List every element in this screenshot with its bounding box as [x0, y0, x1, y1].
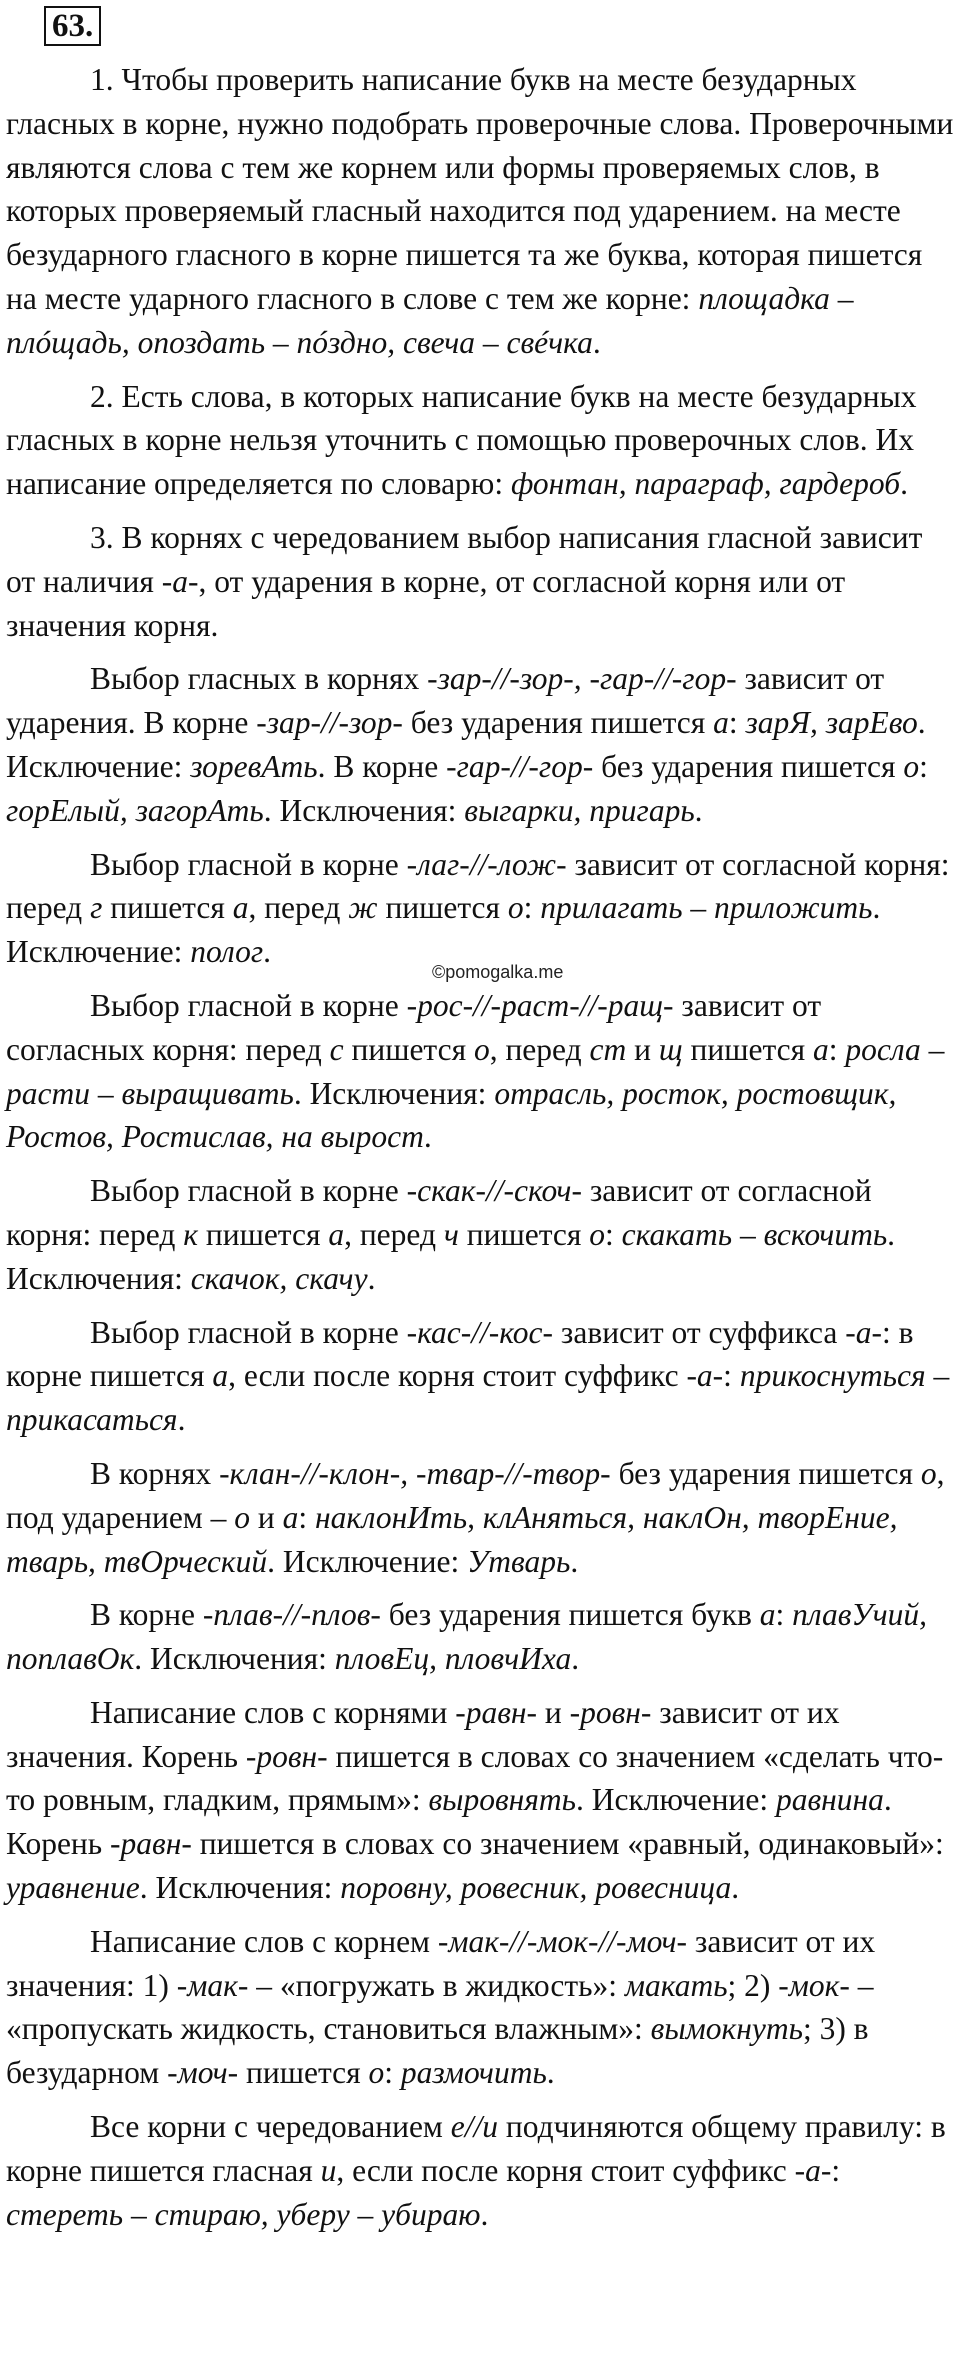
text-run: без ударения пишется: [402, 705, 714, 741]
example-words: а: [759, 1597, 776, 1633]
example-words: о: [368, 2055, 385, 2091]
text-run: :: [831, 2152, 841, 2188]
text-run: 1. Чтобы проверить написание букв на месте безударных гласных в корне, нужно подобрать проверочные слова. Проверочными являются слова с тем же корнем или формы проверяемых слов, в которых проверяемый гласный находится под ударением. на месте безударного гласного в корне пишется та же буква, которая пишется на месте ударного гласного в слове с тем же корне:: [6, 62, 954, 316]
text-run: зависит от их значения: 1): [6, 1923, 876, 2003]
example-words: -зар-//-зор-: [256, 705, 403, 741]
example-words: выгарки, пригарь: [464, 792, 695, 828]
paragraph: [6, 1169, 954, 1300]
text-run: без ударения пишется: [610, 1455, 921, 1491]
text-run: – «пропускать жидкость, становиться влажным»:: [6, 1967, 874, 2047]
example-words: -ровн-: [245, 1738, 328, 1774]
example-words: с: [329, 1031, 344, 1067]
text-run: .: [263, 934, 271, 970]
example-words: а: [282, 1499, 299, 1535]
example-words: -а-: [794, 2152, 832, 2188]
text-run: .: [423, 1119, 432, 1155]
example-words: -мак-: [176, 1967, 249, 2003]
text-run: Выбор гласных в корнях: [90, 661, 428, 697]
example-words: Утварь: [467, 1543, 571, 1579]
example-words: -гар-//-гор-: [446, 748, 594, 784]
text-run: В корнях: [90, 1455, 220, 1491]
explanation-text: [6, 58, 954, 2246]
text-run: пишется: [197, 1216, 329, 1252]
example-words: -а-: [845, 1314, 883, 1350]
text-run: без ударения пишется букв: [380, 1597, 760, 1633]
text-run: ; 3) в безударном: [6, 2011, 869, 2091]
example-words: о: [589, 1216, 605, 1252]
text-run: и: [250, 1499, 283, 1535]
text-run: .: [367, 1260, 376, 1296]
text-run: и: [537, 1694, 570, 1730]
example-words: о: [234, 1499, 250, 1535]
text-run: . Исключения:: [293, 1075, 495, 1111]
text-run: .: [731, 1870, 740, 1906]
paragraph: [6, 843, 954, 974]
text-run: : в корне пишется: [6, 1314, 914, 1394]
example-words: -кас-//-кос-: [406, 1314, 554, 1350]
text-run: , перед: [248, 890, 349, 926]
paragraph: [6, 1452, 954, 1583]
example-words: ст: [589, 1031, 627, 1067]
text-run: 2. Есть слова, в которых написание букв на месте безударных гласных в корне нельзя уточнить с помощью проверочных слов. Их написание определяется по словарю:: [6, 378, 917, 502]
example-words: равнина: [775, 1782, 884, 1818]
text-run: :: [828, 1031, 846, 1067]
text-run: Все корни с чередованием: [90, 2109, 451, 2145]
text-run: Выбор гласной в корне: [90, 1173, 407, 1209]
text-run: пишется в словах со значением «равный, одинаковый»:: [191, 1826, 944, 1862]
text-run: пишется: [102, 890, 233, 926]
example-words: -равн-: [455, 1694, 537, 1730]
example-words: зоревАть: [190, 748, 318, 784]
text-run: – «погружать в жидкость»:: [248, 1967, 625, 2003]
example-words: -равн-: [110, 1826, 192, 1862]
example-words: а: [713, 705, 729, 741]
example-words: -а-: [686, 1358, 724, 1394]
text-run: , перед: [344, 1216, 444, 1252]
example-words: о: [473, 1031, 490, 1067]
text-run: .: [900, 466, 908, 502]
example-words: о: [903, 748, 920, 784]
paragraph: [6, 375, 954, 506]
example-words: и: [320, 2152, 337, 2188]
text-run: . Исключение:: [267, 1543, 468, 1579]
text-run: , если после корня стоит суффикс: [228, 1358, 687, 1394]
example-words: к: [183, 1216, 198, 1252]
example-words: -клан-//-клон-, -твар-//-твор-: [219, 1455, 611, 1491]
task-number: 63.: [44, 6, 101, 46]
watermark: ©pomogalka.me: [432, 962, 564, 982]
example-words: -мок-: [778, 1967, 850, 2003]
text-run: зависит от суффикса: [553, 1314, 846, 1350]
text-run: :: [919, 748, 928, 784]
example-words: макать: [624, 1967, 728, 2003]
text-run: , от ударения в корне, от согласной корня или от значения корня.: [6, 563, 846, 643]
paragraph: [6, 516, 954, 647]
text-run: Выбор гласной в корне: [90, 987, 407, 1023]
example-words: отрасль, росток, ростовщик, Ростов, Ростислав, на вырост: [6, 1075, 897, 1155]
paragraph: [6, 1311, 954, 1442]
text-run: . Исключения:: [134, 1641, 335, 1677]
text-run: пишется: [377, 890, 508, 926]
text-run: . Корень: [6, 1782, 892, 1862]
paragraph: [6, 2105, 954, 2236]
example-words: уравнение: [6, 1870, 140, 1906]
example-words: зарЯ, зарЕво: [745, 705, 918, 741]
example-words: пловЕц, пловчИха: [334, 1641, 572, 1677]
paragraph: [6, 1920, 954, 2095]
example-words: ж: [348, 890, 378, 926]
example-words: стереть – стираю, уберу – убираю: [6, 2196, 481, 2232]
text-run: Написание слов с корнем: [90, 1923, 438, 1959]
text-run: :: [298, 1499, 315, 1535]
text-run: зависит от согласной корня: перед: [6, 846, 950, 926]
text-run: :: [523, 890, 541, 926]
paragraph: [6, 657, 954, 832]
example-words: вымокнуть: [650, 2011, 803, 2047]
example-words: -ровн-: [569, 1694, 652, 1730]
text-run: . В корне: [317, 748, 447, 784]
text-run: . Исключения:: [263, 792, 465, 828]
example-words: росла – расти – выращивать: [6, 1031, 945, 1111]
text-run: .: [571, 1641, 580, 1677]
text-run: . Исключения:: [139, 1870, 341, 1906]
text-run: .: [694, 792, 703, 828]
text-run: пишется: [343, 1031, 474, 1067]
example-words: а: [212, 1358, 229, 1394]
example-words: -плав-//-плов-: [202, 1597, 381, 1633]
text-run: ; 2): [727, 1967, 779, 2003]
text-run: :: [384, 2055, 401, 2091]
example-words: -скак-//-скоч-: [406, 1173, 582, 1209]
text-run: . Исключение:: [6, 705, 926, 784]
example-words: площадка – плóщадь, опоздать – пóздно, свеча – свéчка: [6, 280, 854, 360]
text-run: .: [546, 2055, 555, 2091]
example-words: наклонИть, клАняться, наклОн, творЕние, тварь, твОрческий: [6, 1499, 898, 1579]
example-words: поровну, ровесник, ровесница: [340, 1870, 732, 1906]
text-run: зависит от их значения. Корень: [6, 1694, 840, 1774]
text-run: без ударения пишется: [593, 748, 904, 784]
example-words: е//и: [450, 2109, 498, 2145]
text-run: В корне: [90, 1597, 203, 1633]
text-run: , под ударением –: [6, 1455, 945, 1535]
paragraph: [6, 1691, 954, 1910]
text-run: :: [604, 1216, 622, 1252]
text-run: зависит от согласных корня: перед: [6, 987, 822, 1067]
text-run: 3. В корнях с чередованием выбор написания гласной зависит от наличия: [6, 519, 923, 599]
example-words: скакать – вскочить: [621, 1216, 888, 1252]
text-run: пишется: [238, 2055, 369, 2091]
example-words: горЕлый, загорАть: [6, 792, 264, 828]
text-run: :: [723, 1358, 740, 1394]
example-words: а: [812, 1031, 829, 1067]
text-run: пишется: [458, 1216, 590, 1252]
text-run: :: [775, 1597, 793, 1633]
text-run: .: [177, 1402, 186, 1438]
text-run: зависит от согласной корня: перед: [6, 1173, 872, 1252]
text-run: , если после корня стоит суффикс: [336, 2152, 795, 2188]
example-words: скачок, скачу: [190, 1260, 368, 1296]
text-run: Выбор гласной в корне: [90, 1314, 407, 1350]
example-words: -лаг-//-лож-: [406, 846, 567, 882]
text-run: Выбор гласной в корне: [90, 846, 407, 882]
text-run: .: [480, 2196, 489, 2232]
text-run: , перед: [489, 1031, 590, 1067]
example-words: фонтан, параграф, гардероб: [510, 466, 901, 502]
example-words: о: [920, 1455, 937, 1491]
example-words: -рос-//-раст-//-ращ-: [406, 987, 674, 1023]
example-words: г: [90, 890, 103, 926]
text-run: и: [626, 1031, 659, 1067]
example-words: а: [328, 1216, 345, 1252]
example-words: полог: [190, 934, 264, 970]
text-run: подчиняются общему правилу: в корне пишется гласная: [6, 2109, 946, 2188]
paragraph: [6, 58, 954, 365]
example-words: а: [232, 890, 249, 926]
text-run: пишется в словах со значением «сделать что-то ровным, гладким, прямым»:: [6, 1738, 944, 1818]
example-words: о: [507, 890, 524, 926]
example-words: -зар-//-зор-, -гар-//-гор-: [427, 661, 737, 697]
paragraph: [6, 984, 954, 1159]
text-run: .: [570, 1543, 579, 1579]
text-run: . Исключение:: [576, 1782, 776, 1818]
text-run: :: [728, 705, 746, 741]
example-words: размочить: [400, 2055, 547, 2091]
text-run: .: [592, 324, 601, 360]
example-words: -а-: [161, 563, 199, 599]
text-run: . Исключение:: [6, 890, 881, 970]
example-words: прилагать – приложить: [540, 890, 873, 926]
example-words: ч: [443, 1216, 459, 1252]
text-run: зависит от ударения. В корне: [6, 661, 885, 741]
example-words: выровнять: [428, 1782, 576, 1818]
example-words: прикоснуться – прикасаться: [6, 1358, 950, 1438]
example-words: -мак-//-мок-//-моч-: [437, 1923, 688, 1959]
paragraph: [6, 1593, 954, 1681]
example-words: щ: [658, 1031, 683, 1067]
example-words: -моч-: [167, 2055, 239, 2091]
text-run: . Исключения:: [6, 1216, 896, 1296]
text-run: Написание слов с корнями: [90, 1694, 456, 1730]
text-run: пишется: [682, 1031, 813, 1067]
example-words: плавУчий, поплавОк: [6, 1597, 927, 1677]
